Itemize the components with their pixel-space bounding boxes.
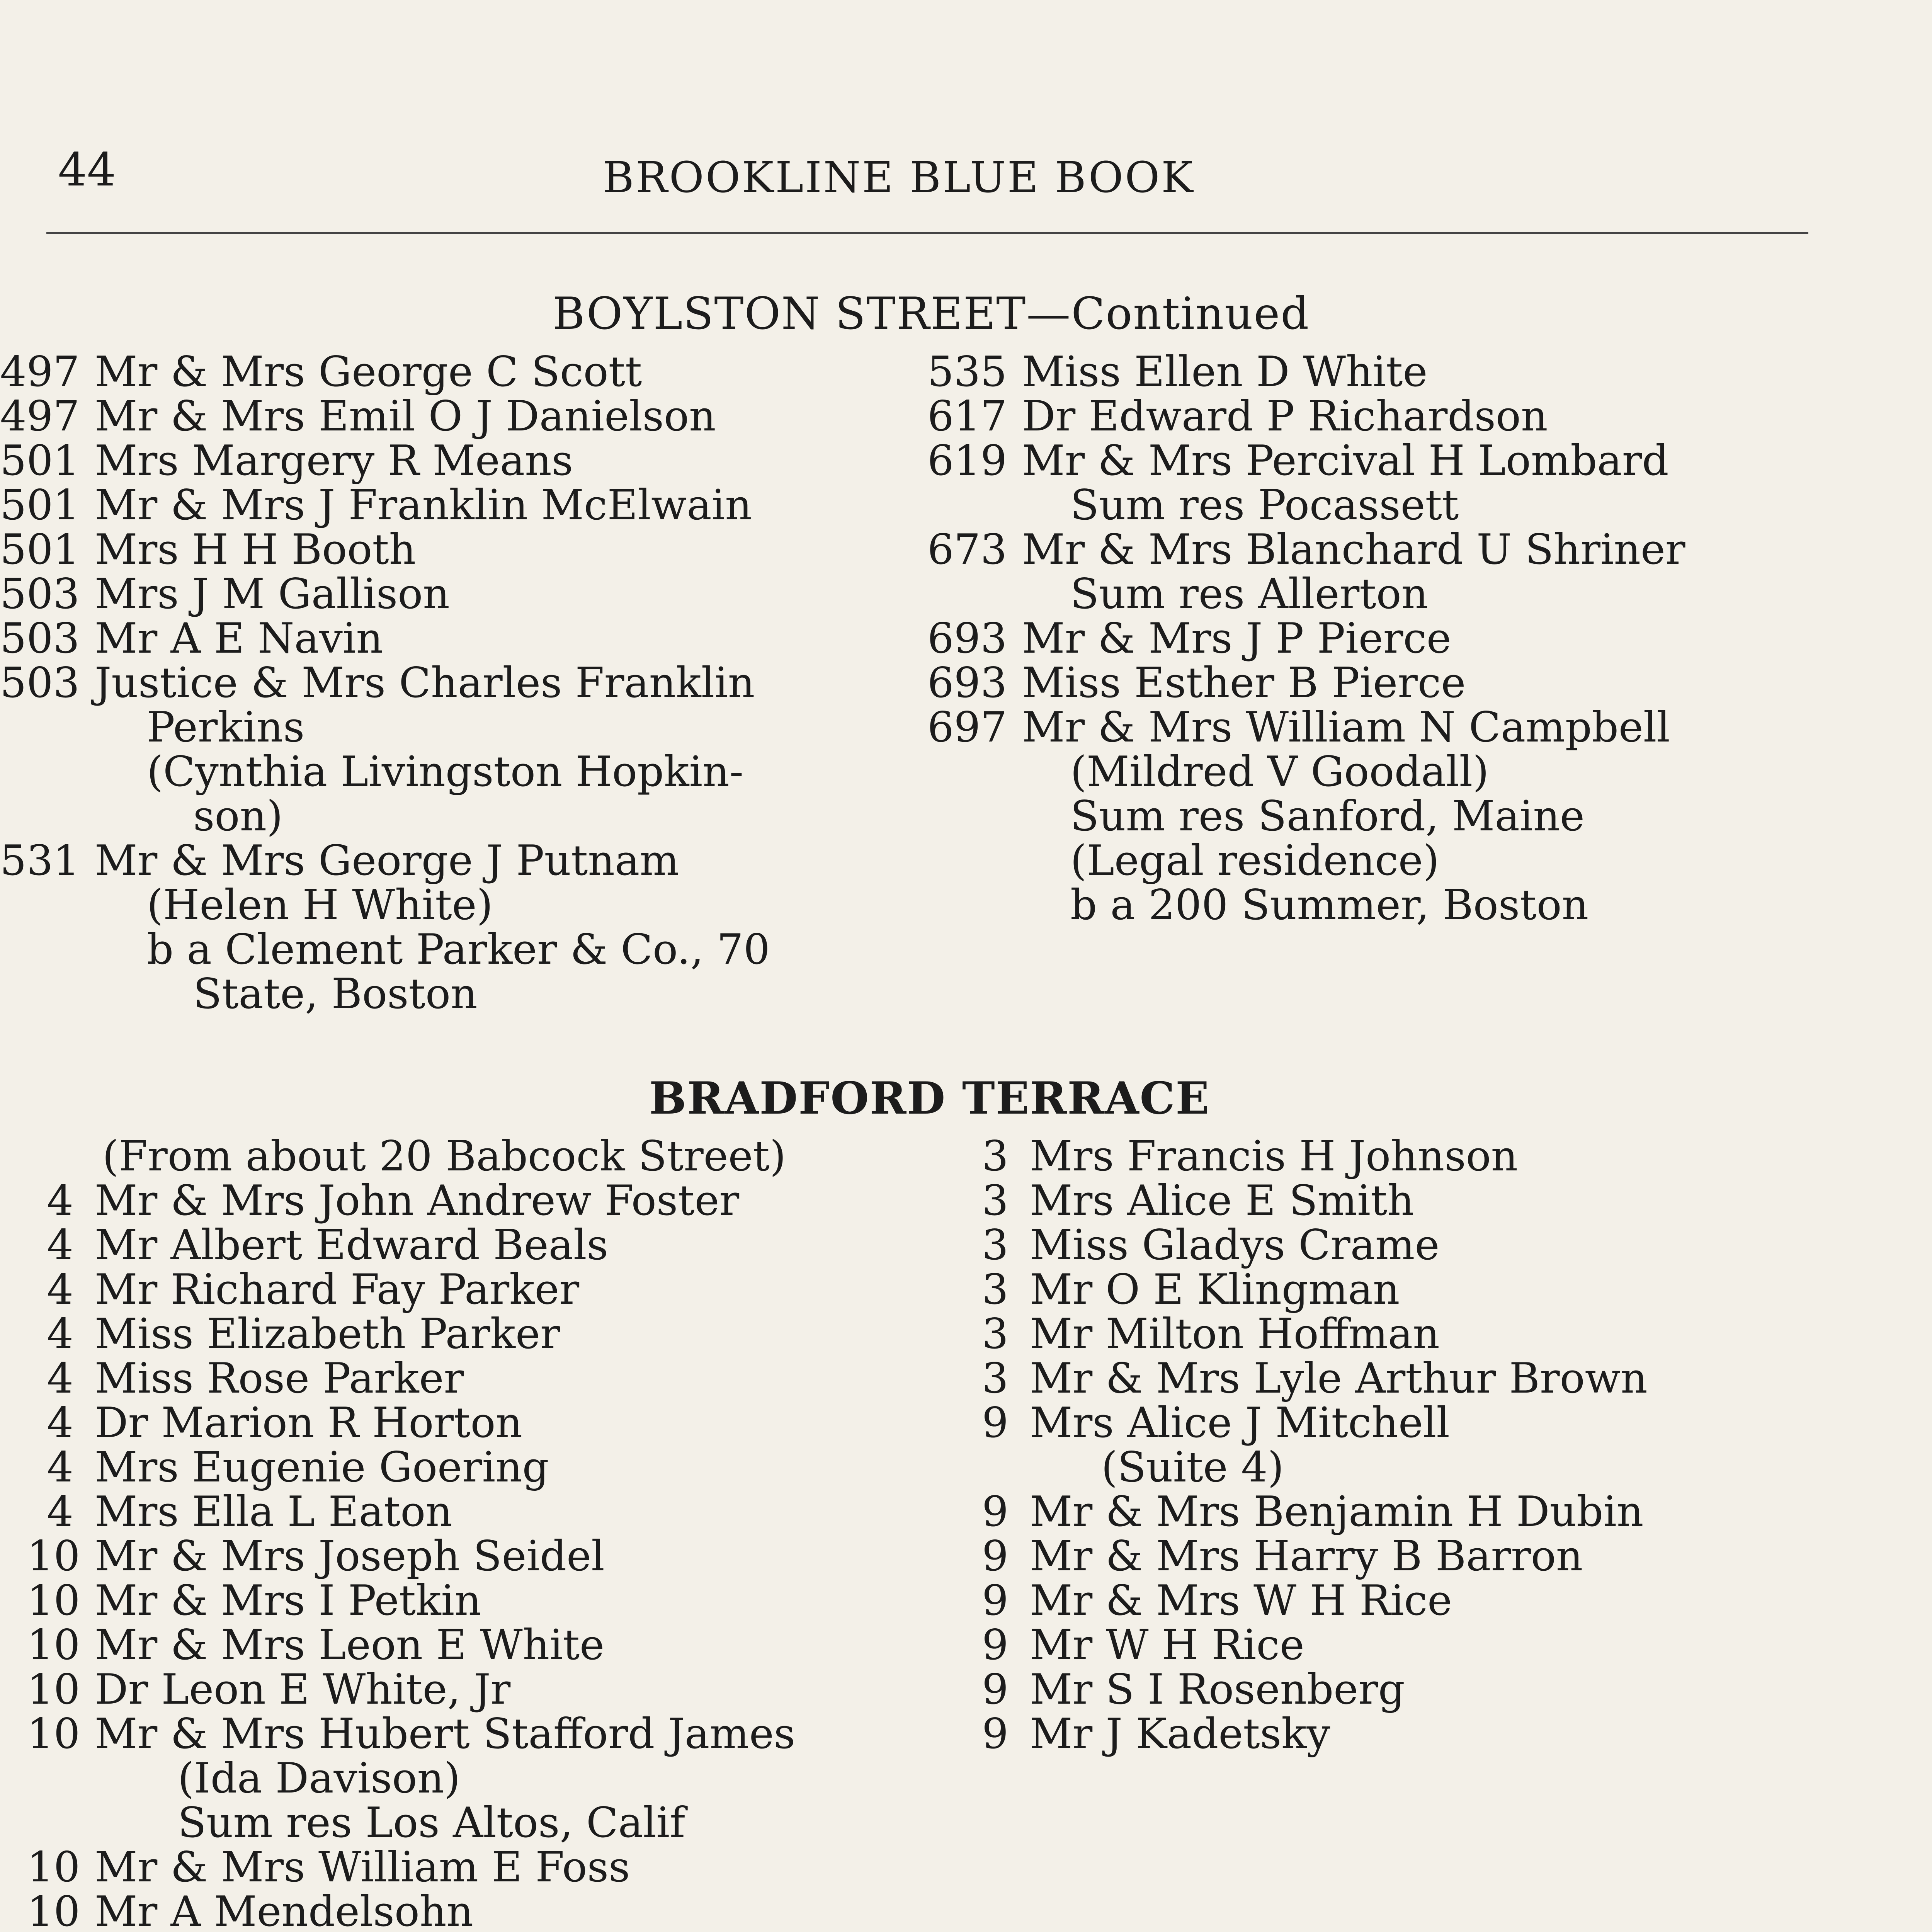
resident-name: Mr & Mrs Benjamin H Dubin xyxy=(1030,1488,1644,1536)
house-number: 4 xyxy=(47,1265,73,1314)
directory-entry xyxy=(27,1401,795,1445)
directory-entry xyxy=(27,1179,795,1223)
resident-name: Mr & Mrs George J Putnam xyxy=(95,837,679,885)
section-title-bradford: BRADFORD TERRACE xyxy=(649,1072,1210,1124)
bradford-right-column xyxy=(958,1134,1648,1756)
house-number: 3 xyxy=(982,1354,1009,1403)
entry-continuation: (Ida Davison) xyxy=(178,1754,461,1803)
directory-entry xyxy=(0,661,770,705)
house-number: 3 xyxy=(982,1265,1009,1314)
house-number: 697 xyxy=(927,703,1007,752)
house-number: 9 xyxy=(982,1665,1009,1714)
house-number: 9 xyxy=(982,1532,1009,1580)
house-number: 501 xyxy=(0,437,80,485)
directory-entry xyxy=(0,394,770,439)
directory-entry xyxy=(958,1312,1648,1356)
house-number: 4 xyxy=(47,1310,73,1358)
house-number: 693 xyxy=(927,614,1007,663)
entry-continuation: (Legal residence) xyxy=(1070,837,1439,885)
directory-entry xyxy=(958,1356,1648,1401)
resident-name: Mr A Mendelsohn xyxy=(95,1888,474,1932)
resident-name: Mr & Mrs W H Rice xyxy=(1030,1577,1452,1625)
resident-name: Mr & Mrs Emil O J Danielson xyxy=(95,392,716,440)
house-number: 10 xyxy=(27,1888,80,1932)
house-number: 617 xyxy=(927,392,1007,440)
resident-name: Dr Marion R Horton xyxy=(95,1399,523,1447)
directory-entry xyxy=(958,1134,1648,1179)
directory-entry xyxy=(27,1356,795,1401)
directory-entry xyxy=(927,527,1685,572)
house-number: 4 xyxy=(47,1399,73,1447)
entry-continuation: State, Boston xyxy=(193,970,478,1018)
boylston-left-column xyxy=(0,350,770,1016)
resident-name: Mr & Mrs Harry B Barron xyxy=(1030,1532,1583,1580)
house-number: 10 xyxy=(27,1710,80,1758)
house-number: 497 xyxy=(0,348,80,396)
resident-name: Miss Esther B Pierce xyxy=(1022,659,1466,707)
resident-name: Mrs Margery R Means xyxy=(95,437,573,485)
house-number: 10 xyxy=(27,1621,80,1669)
boylston-right-column xyxy=(927,350,1685,927)
resident-name: Miss Ellen D White xyxy=(1022,348,1428,396)
resident-name: Justice & Mrs Charles Franklin xyxy=(95,659,755,707)
resident-name: Mr & Mrs John Andrew Foster xyxy=(95,1177,740,1225)
house-number: 531 xyxy=(0,837,80,885)
directory-entry xyxy=(27,1578,795,1623)
directory-entry xyxy=(27,1623,795,1667)
house-number: 619 xyxy=(927,437,1007,485)
directory-entry xyxy=(958,1401,1648,1445)
resident-name: Mr & Mrs Lyle Arthur Brown xyxy=(1030,1354,1648,1403)
resident-name: Mr & Mrs Percival H Lombard xyxy=(1022,437,1669,485)
directory-entry xyxy=(27,1889,795,1932)
house-number: 3 xyxy=(982,1177,1009,1225)
directory-entry xyxy=(27,1534,795,1578)
resident-name: Mr & Mrs Blanchard U Shriner xyxy=(1022,526,1685,574)
house-number: 3 xyxy=(982,1310,1009,1358)
directory-entry xyxy=(27,1667,795,1712)
house-number: 9 xyxy=(982,1577,1009,1625)
house-number: 10 xyxy=(27,1577,80,1625)
house-number: 503 xyxy=(0,570,80,618)
house-number: 10 xyxy=(27,1843,80,1891)
section-title-boylston: BOYLSTON STREET—Continued xyxy=(553,288,1310,339)
entry-continuation: b a Clement Parker & Co., 70 xyxy=(147,925,770,974)
directory-entry xyxy=(0,572,770,616)
directory-entry xyxy=(927,661,1685,705)
directory-entry xyxy=(927,350,1685,394)
directory-entry xyxy=(0,527,770,572)
entry-continuation: Sum res Sanford, Maine xyxy=(1070,792,1585,840)
resident-name: Mr Albert Edward Beals xyxy=(95,1221,609,1269)
resident-name: Miss Elizabeth Parker xyxy=(95,1310,560,1358)
resident-name: Mr & Mrs J Franklin McElwain xyxy=(95,481,752,529)
directory-entry xyxy=(27,1267,795,1312)
resident-name: Miss Rose Parker xyxy=(95,1354,464,1403)
resident-name: Mr O E Klingman xyxy=(1030,1265,1400,1314)
page-title: BROOKLINE BLUE BOOK xyxy=(603,153,1195,202)
house-number: 4 xyxy=(47,1354,73,1403)
house-number: 503 xyxy=(0,659,80,707)
resident-name: Mr J Kadetsky xyxy=(1030,1710,1330,1758)
resident-name: Mr & Mrs William N Campbell xyxy=(1022,703,1670,752)
resident-name: Mr & Mrs I Petkin xyxy=(95,1577,481,1625)
house-number: 673 xyxy=(927,526,1007,574)
house-number: 4 xyxy=(47,1177,73,1225)
resident-name: Mr Milton Hoffman xyxy=(1030,1310,1440,1358)
directory-entry xyxy=(927,394,1685,439)
resident-name: Mr W H Rice xyxy=(1030,1621,1304,1669)
resident-name: Dr Leon E White, Jr xyxy=(95,1665,511,1714)
house-number: 693 xyxy=(927,659,1007,707)
resident-name: Mr & Mrs Leon E White xyxy=(95,1621,605,1669)
resident-name: Mrs H H Booth xyxy=(95,526,416,574)
entry-continuation: (Helen H White) xyxy=(147,881,493,929)
house-number: 9 xyxy=(982,1488,1009,1536)
house-number: 535 xyxy=(927,348,1007,396)
house-number: 4 xyxy=(47,1221,73,1269)
resident-name: Mr & Mrs Hubert Stafford James xyxy=(95,1710,796,1758)
resident-name: Mrs Francis H Johnson xyxy=(1030,1132,1518,1180)
resident-name: Mr & Mrs William E Foss xyxy=(95,1843,630,1891)
directory-entry xyxy=(0,483,770,527)
bradford-intro: (From about 20 Babcock Street) xyxy=(102,1132,786,1180)
house-number: 9 xyxy=(982,1710,1009,1758)
entry-continuation: b a 200 Summer, Boston xyxy=(1070,881,1589,929)
directory-entry xyxy=(27,1223,795,1267)
house-number: 503 xyxy=(0,614,80,663)
resident-name: Miss Gladys Crame xyxy=(1030,1221,1440,1269)
directory-entry xyxy=(927,705,1685,750)
house-number: 501 xyxy=(0,481,80,529)
directory-entry xyxy=(958,1267,1648,1312)
resident-name: Mr & Mrs George C Scott xyxy=(95,348,642,396)
entry-continuation: son) xyxy=(193,792,283,840)
house-number: 497 xyxy=(0,392,80,440)
directory-entry xyxy=(958,1623,1648,1667)
resident-name: Mr S I Rosenberg xyxy=(1030,1665,1405,1714)
directory-entry xyxy=(0,838,770,883)
entry-continuation: Sum res Allerton xyxy=(1070,570,1429,618)
house-number: 501 xyxy=(0,526,80,574)
resident-name: Mrs J M Gallison xyxy=(95,570,450,618)
entry-continuation: Sum res Los Altos, Calif xyxy=(178,1799,685,1847)
resident-name: Dr Edward P Richardson xyxy=(1022,392,1548,440)
house-number: 4 xyxy=(47,1488,73,1536)
directory-entry xyxy=(958,1223,1648,1267)
directory-entry xyxy=(0,350,770,394)
resident-name: Mrs Eugenie Goering xyxy=(95,1443,549,1492)
house-number: 3 xyxy=(982,1132,1009,1180)
directory-entry xyxy=(0,439,770,483)
entry-continuation: Perkins xyxy=(147,703,305,752)
directory-entry xyxy=(0,616,770,661)
directory-entry xyxy=(958,1534,1648,1578)
directory-entry xyxy=(958,1578,1648,1623)
directory-entry xyxy=(27,1845,795,1889)
resident-name: Mr & Mrs J P Pierce xyxy=(1022,614,1451,663)
directory-entry xyxy=(958,1712,1648,1756)
house-number: 3 xyxy=(982,1221,1009,1269)
directory-entry xyxy=(27,1490,795,1534)
bradford-left-column xyxy=(27,1179,795,1932)
page-number: 44 xyxy=(58,143,116,196)
resident-name: Mrs Ella L Eaton xyxy=(95,1488,452,1536)
directory-entry xyxy=(27,1712,795,1756)
directory-entry xyxy=(27,1445,795,1490)
house-number: 4 xyxy=(47,1443,73,1492)
resident-name: Mr Richard Fay Parker xyxy=(95,1265,580,1314)
entry-continuation: (Suite 4) xyxy=(1101,1443,1284,1492)
entry-continuation: Sum res Pocassett xyxy=(1070,481,1459,529)
house-number: 9 xyxy=(982,1621,1009,1669)
entry-continuation: (Mildred V Goodall) xyxy=(1070,748,1489,796)
directory-entry xyxy=(927,616,1685,661)
resident-name: Mrs Alice E Smith xyxy=(1030,1177,1414,1225)
resident-name: Mrs Alice J Mitchell xyxy=(1030,1399,1450,1447)
entry-continuation: (Cynthia Livingston Hopkin- xyxy=(147,748,744,796)
directory-entry xyxy=(958,1490,1648,1534)
directory-entry xyxy=(27,1312,795,1356)
resident-name: Mr A E Navin xyxy=(95,614,383,663)
house-number: 9 xyxy=(982,1399,1009,1447)
header-rule xyxy=(46,232,1808,234)
directory-entry xyxy=(958,1179,1648,1223)
house-number: 10 xyxy=(27,1532,80,1580)
directory-entry xyxy=(958,1667,1648,1712)
directory-entry xyxy=(927,439,1685,483)
resident-name: Mr & Mrs Joseph Seidel xyxy=(95,1532,605,1580)
house-number: 10 xyxy=(27,1665,80,1714)
